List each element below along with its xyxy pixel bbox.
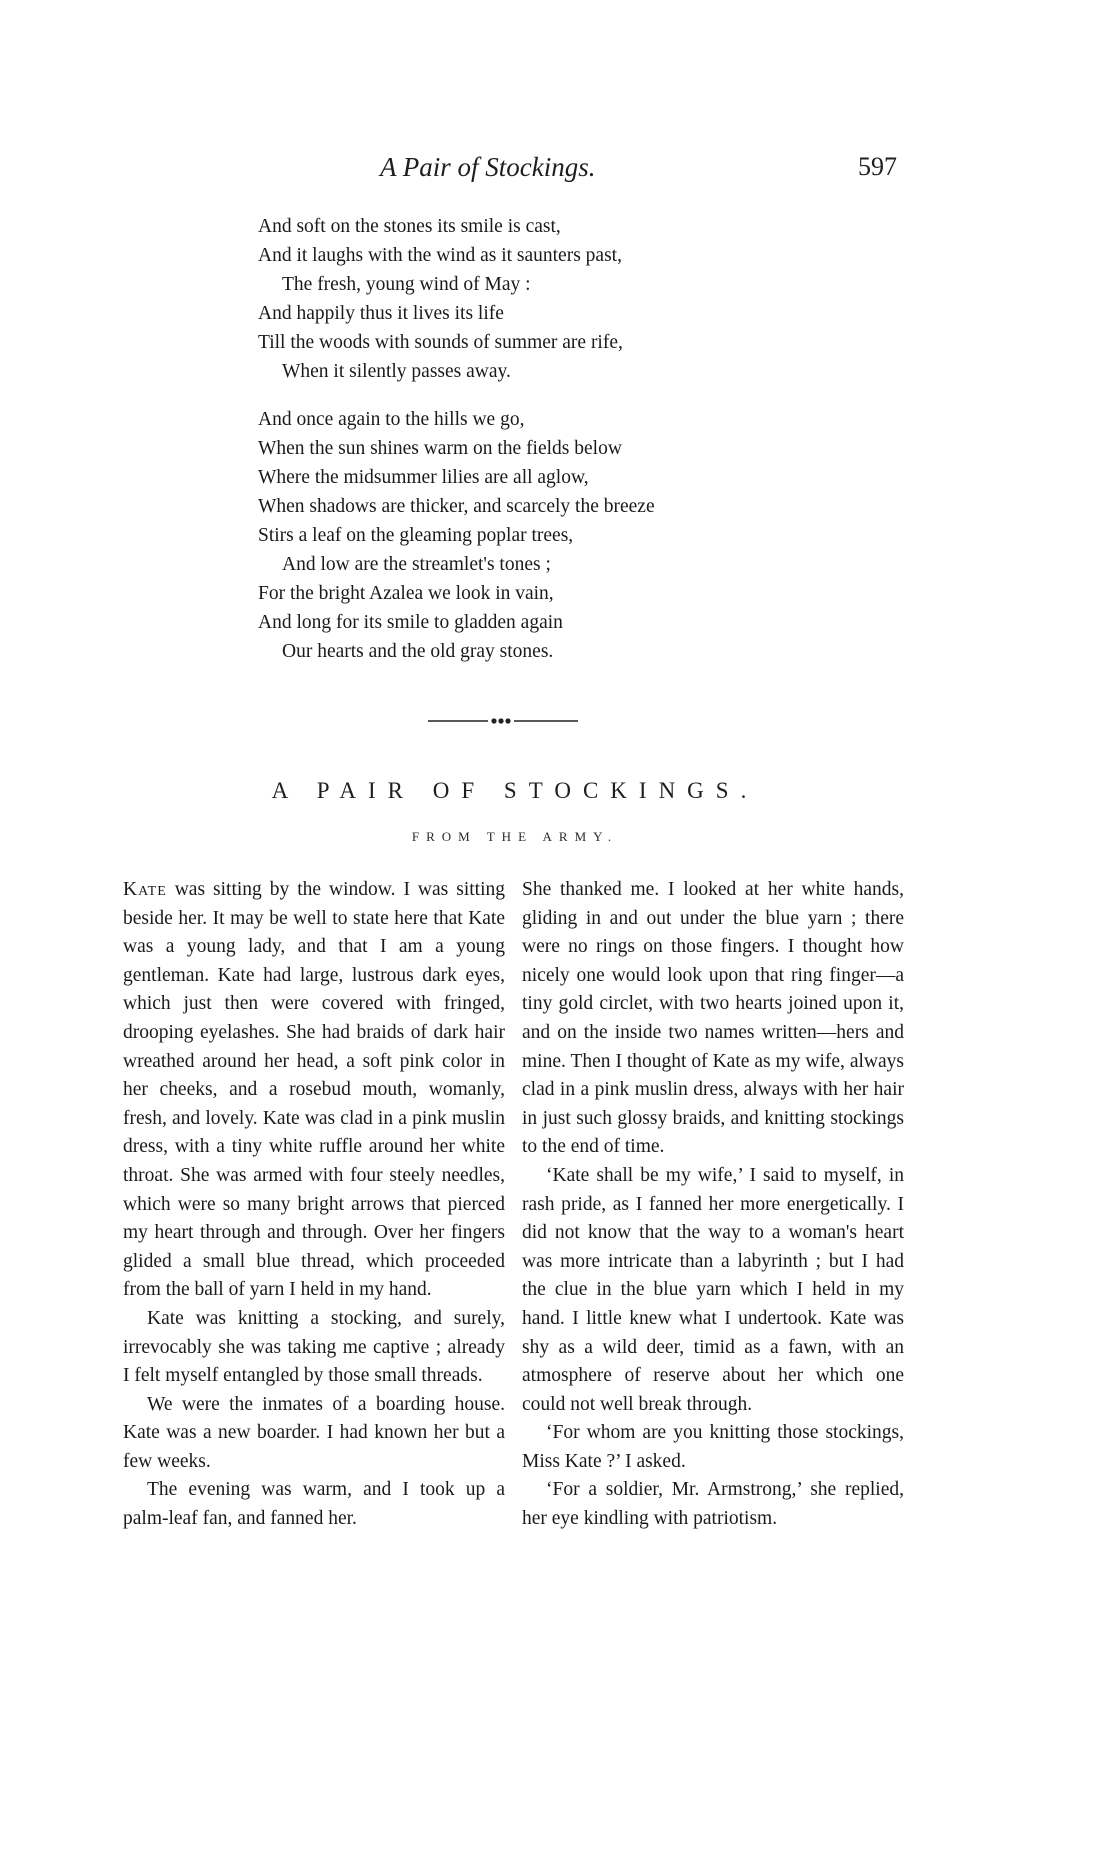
poem-line: And long for its smile to gladden again (258, 612, 563, 633)
poem-stanza (258, 212, 818, 386)
poem-line: And soft on the stones its smile is cast, (258, 216, 561, 237)
poem-line: The fresh, young wind of May : (282, 274, 531, 295)
poem-stanza (258, 405, 818, 666)
paragraph: ‘For whom are you knitting those stockings, Miss Kate ?’ I asked. (522, 1422, 904, 1472)
poem-line: When shadows are thicker, and scarcely the breeze (258, 496, 655, 517)
section-divider-ornament (428, 716, 578, 726)
page-number: 597 (858, 152, 897, 181)
paragraph: ‘For a soldier, Mr. Armstrong,’ she replied, her eye kindling with patriotism. (522, 1479, 904, 1530)
poem-line: Our hearts and the old gray stones. (282, 641, 554, 662)
paragraph: We were the inmates of a boarding house. Kate was a new boarder. I had known her but a few weeks. (123, 1393, 505, 1472)
poem-line: And once again to the hills we go, (258, 409, 525, 430)
poem-line: Stirs a leaf on the gleaming poplar trees, (258, 525, 574, 546)
poem-line: Till the woods with sounds of summer are rife, (258, 332, 623, 353)
poem-line: When the sun shines warm on the fields below (258, 438, 622, 459)
poem-line: And it laughs with the wind as it saunters past, (258, 245, 622, 266)
paragraph: She thanked me. I looked at her white hands, gliding in and out under the blue yarn ; there were no rings on those fingers. I thought how nicely one would look upon that ring finger—a tiny gold circlet, with two hearts joined upon it, and on the inside two names written—hers and mine. Then I thought of Kate as my wife, always clad in a pink muslin dress, always with her hair in just such glossy braids, and knitting stockings to the end of time. (522, 879, 904, 1158)
text-column-left (123, 876, 505, 1534)
poem-line: Where the midsummer lilies are all aglow, (258, 467, 589, 488)
story-title: A PAIR OF STOCKINGS. (271, 778, 759, 803)
running-head-title: A Pair of Stockings. (380, 152, 596, 182)
poem (258, 212, 818, 666)
story-subtitle: FROM THE ARMY. (411, 829, 619, 844)
poem-line: And low are the streamlet's tones ; (282, 554, 551, 575)
paragraph (123, 876, 505, 1305)
paragraph: Kate was knitting a stocking, and surely, irrevocably she was taking me captive ; already I felt myself entangled by those small threads. (123, 1307, 505, 1387)
opening-word: Kate (123, 879, 167, 900)
paragraph: The evening was warm, and I took up a palm-leaf fan, and fanned her. (123, 1479, 505, 1530)
text-column-right (522, 876, 904, 1534)
poem-line: For the bright Azalea we look in vain, (258, 583, 554, 604)
paragraph-text: was sitting by the window. I was sitting beside her. It may be well to state here that Kate was a young lady, and that I am a young gentleman. Kate had large, lustrous dark eyes, which just then were covered with fringed, drooping eyelashes. She had braids of dark hair wreathed around her head, a soft pink color in her cheeks, and a rosebud mouth, womanly, fresh, and lovely. Kate was clad in a pink muslin dress, with a tiny white ruffle around her white throat. She was armed with four steely needles, which were so many bright arrows that pierced my heart through and through. Over her fingers glided a small blue thread, which proceeded from the ball of yarn I held in my hand. (123, 879, 505, 1301)
paragraph: ‘Kate shall be my wife,’ I said to myself, in rash pride, as I fanned her more energetically. I did not know that the way to a woman's heart was more intricate than a labyrinth ; but I had the clue in the blue yarn which I held in my hand. I little knew what I undertook. Kate was shy as a wild deer, timid as a fawn, with an atmosphere of reserve about her which one could not well break through. (522, 1164, 904, 1415)
poem-line: And happily thus it lives its life (258, 303, 504, 324)
poem-line: When it silently passes away. (282, 361, 511, 382)
